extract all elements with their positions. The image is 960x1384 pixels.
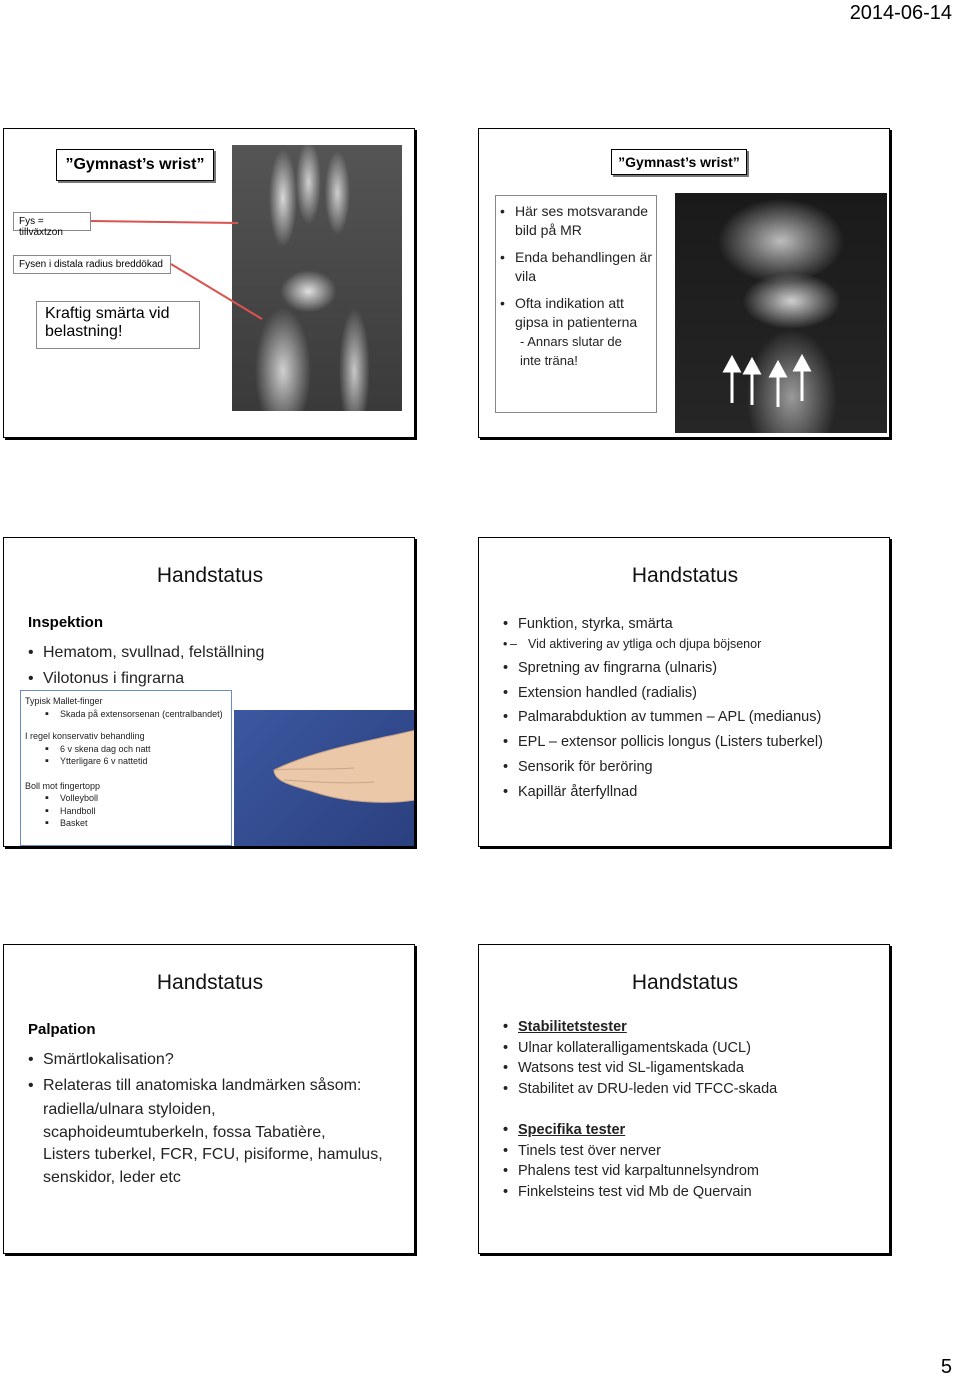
list-item: • Finkelsteins test vid Mb de Quervain [503, 1182, 759, 1203]
list-item: ▪ Ytterligare 6 v nattetid [45, 755, 227, 768]
mri-arrows [675, 193, 887, 433]
group2-list [25, 743, 227, 768]
slide-gymnast-mr [478, 128, 890, 438]
slide-handstatus-inspektion [3, 537, 415, 847]
group1-title: Typisk Mallet-finger [25, 696, 103, 706]
landmark-line: scaphoideumtuberkeln, fossa Tabatière, [43, 1123, 326, 1141]
sub-text: Vid aktivering av ytliga och djupa böjsenor [528, 636, 762, 651]
page-date: 2014-06-14 [849, 2, 952, 24]
hand-illustration [234, 710, 415, 847]
list-item: • Enda behandlingen är vila [500, 248, 652, 286]
slide6-group2 [503, 1120, 759, 1203]
list-item: • Hematom, svullnad, felställning [28, 640, 264, 666]
landmark-line: Listers tuberkel, FCR, FCU, pisiforme, hamulus, [43, 1146, 383, 1163]
slide3-bullets [28, 640, 264, 692]
slide2-sub: - Annars slutar de inte träna! [520, 334, 622, 368]
list-item: • Här ses motsvarande bild på MR [500, 202, 652, 240]
list-item: • Smärtlokalisation? [28, 1047, 361, 1073]
list-item: • Extension handled (radialis) [503, 681, 823, 706]
slide1-title: ”Gymnast’s wrist” [65, 156, 205, 173]
list-item: ▪ Handboll [45, 805, 227, 818]
annotation-arrows [4, 129, 416, 439]
label-fys: Fys = tillväxtzon [13, 212, 91, 231]
landmark-line: senskidor, leder etc [43, 1168, 181, 1186]
slide3-section: Inspektion [28, 614, 104, 631]
slide6-title: Handstatus [631, 971, 739, 994]
list-item: ▪ Skada på extensorsenan (centralbandet) [45, 708, 227, 721]
list-item: • Relateras till anatomiska landmärken såsom: [28, 1073, 361, 1099]
sub-dash: • – [510, 636, 517, 651]
list-item: • Phalens test vid karpaltunnelsyndrom [503, 1161, 759, 1182]
slide2-title-box [611, 149, 747, 175]
list-item: ▪ 6 v skena dag och natt [45, 743, 227, 756]
list-item: • Watsons test vid SL-ligamentskada [503, 1058, 777, 1079]
slide5-bullets [28, 1047, 361, 1099]
slide2-title: ”Gymnast’s wrist” [618, 154, 740, 170]
slide-handstatus-tester [478, 944, 890, 1254]
label-fysen: Fysen i distala radius breddökad [13, 255, 171, 274]
slide-gymnast-xray [3, 128, 415, 438]
group3-list [25, 792, 227, 830]
group3-title: Boll mot fingertopp [25, 780, 101, 791]
pain-text: Kraftig smärta vid belastning! [45, 305, 170, 340]
slide5-title: Handstatus [156, 971, 264, 994]
slide4-bullets [503, 612, 823, 805]
list-item: • Ulnar kollateralligamentskada (UCL) [503, 1038, 777, 1059]
list-item: • Stabilitet av DRU-leden vid TFCC-skada [503, 1079, 777, 1100]
mallet-finger-photo [234, 710, 415, 847]
list-item: • Sensorik för beröring [503, 755, 823, 780]
slide-handstatus-palpation [3, 944, 415, 1254]
slide5-landmarks [43, 1099, 383, 1189]
group1-list [25, 708, 227, 721]
heading-specifika: • Specifika tester [503, 1120, 759, 1141]
list-item: • Spretning av fingrarna (ulnaris) [503, 656, 823, 681]
list-item: ▪ Volleyboll [45, 792, 227, 805]
group2-title: I regel konservativ behandling [25, 731, 145, 741]
slide5-section: Palpation [28, 1021, 96, 1038]
slide3-title: Handstatus [156, 564, 264, 587]
slide4-title: Handstatus [631, 564, 739, 587]
list-item: • Kapillär återfyllnad [503, 780, 823, 805]
list-item: ▪ Basket [45, 817, 227, 830]
list-item: • EPL – extensor pollicis longus (Listers tuberkel) [503, 730, 823, 755]
sub-item [503, 634, 823, 654]
heading-stabilitet: • Stabilitetstester [503, 1017, 777, 1038]
list-item: • Ofta indikation att gipsa in patienterna [500, 294, 652, 332]
slide-handstatus-funktion [478, 537, 890, 847]
slide2-text-box [495, 195, 657, 413]
mallet-box [20, 690, 232, 846]
list-item: • Funktion, styrka, smärta [503, 612, 823, 637]
landmark-line: radiella/ulnara styloiden, [43, 1101, 216, 1118]
slide6-group1 [503, 1017, 777, 1100]
list-item: • Palmarabduktion av tummen – APL (medianus) [503, 705, 823, 730]
page-number: 5 [940, 1356, 952, 1378]
list-item: • Vilotonus i fingrarna [28, 666, 264, 692]
list-item: • Tinels test över nerver [503, 1141, 759, 1162]
slide2-bullets [500, 202, 652, 332]
